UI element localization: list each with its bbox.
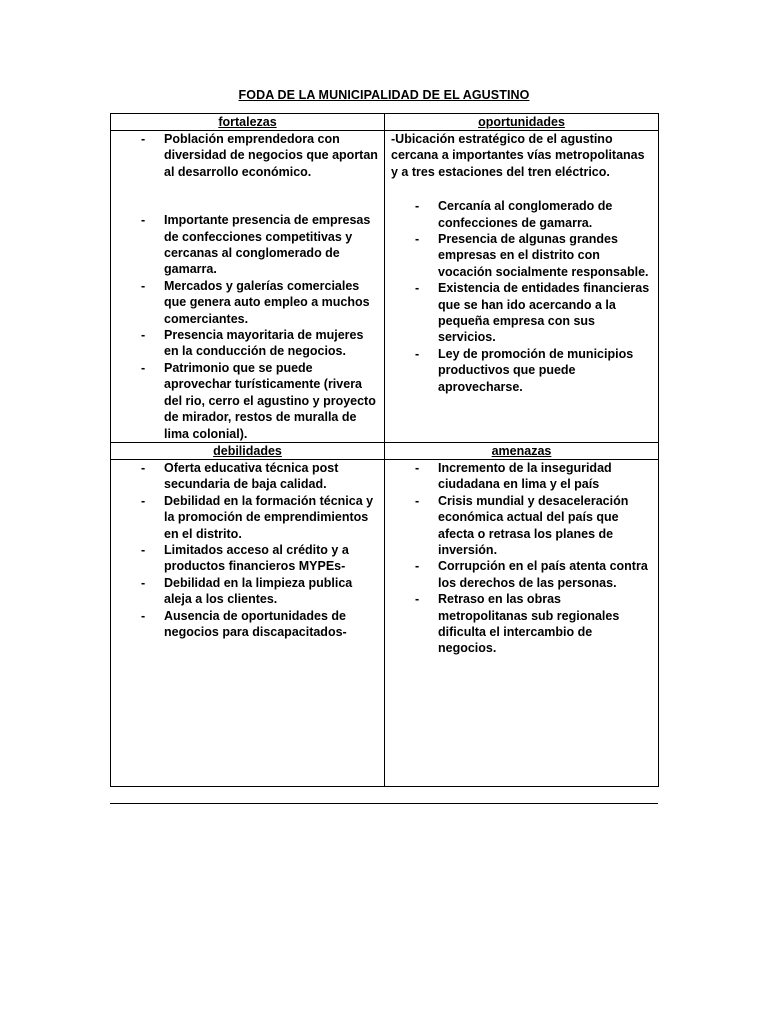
list-item: - Ley de promoción de municipios productivos que puede aprovecharse. (385, 346, 658, 395)
header-debilidades: debilidades (111, 442, 385, 459)
list-item: - Importante presencia de empresas de confecciones competitivas y cercanas al conglomerado de gamarra. (111, 212, 384, 278)
list-item: - Limitados acceso al crédito y a productos financieros MYPEs- (111, 542, 384, 575)
oportunidades-list (385, 198, 658, 395)
fortalezas-cell (111, 131, 385, 443)
list-item: - Cercanía al conglomerado de confecciones de gamarra. (385, 198, 658, 231)
list-item: - Ausencia de oportunidades de negocios para discapacitados- (111, 608, 384, 641)
header-row-top (111, 114, 659, 131)
list-item: - Presencia mayoritaria de mujeres en la conducción de negocios. (111, 327, 384, 360)
list-item: - Población emprendedora con diversidad de negocios que aportan al desarrollo económico. (111, 131, 384, 180)
header-row-bottom (111, 442, 659, 459)
debilidades-list (111, 460, 384, 640)
fortalezas-list (111, 131, 384, 442)
header-oportunidades: oportunidades (385, 114, 659, 131)
list-item: - Retraso en las obras metropolitanas sub regionales dificulta el intercambio de negocios. (385, 591, 658, 657)
oportunidades-intro: -Ubicación estratégico de el agustino cercana a importantes vías metropolitanas y a tres estaciones del tren eléctrico. (391, 132, 645, 179)
amenazas-cell (385, 459, 659, 786)
list-item: - Debilidad en la formación técnica y la promoción de emprendimientos en el distrito. (111, 493, 384, 542)
list-item: - Oferta educativa técnica post secundaria de baja calidad. (111, 460, 384, 493)
footer-divider (110, 803, 658, 804)
list-item: - Mercados y galerías comerciales que genera auto empleo a muchos comerciantes. (111, 278, 384, 327)
list-item: - Patrimonio que se puede aprovechar turísticamente (rivera del rio, cerro el agustino y proyecto de mirador, restos de muralla de lima colonial). (111, 360, 384, 442)
list-item: - Debilidad en la limpieza publica aleja a los clientes. (111, 575, 384, 608)
spacer (385, 180, 658, 198)
list-item: - Presencia de algunas grandes empresas en el distrito con vocación socialmente responsable. (385, 231, 658, 280)
list-item: - Crisis mundial y desaceleración económica actual del país que afecta o retrasa los planes de inversión. (385, 493, 658, 559)
oportunidades-cell (385, 131, 659, 443)
list-item: - Existencia de entidades financieras que se han ido acercando a la pequeña empresa con sus servicios. (385, 280, 658, 346)
header-fortalezas: fortalezas (111, 114, 385, 131)
list-item: - Incremento de la inseguridad ciudadana en lima y el país (385, 460, 658, 493)
page-title: FODA DE LA MUNICIPALIDAD DE EL AGUSTINO (238, 88, 530, 102)
content-row-bottom (111, 459, 659, 786)
amenazas-list (385, 460, 658, 657)
header-amenazas: amenazas (385, 442, 659, 459)
content-row-top (111, 131, 659, 443)
foda-table (110, 113, 659, 787)
debilidades-cell (111, 459, 385, 786)
list-item: - Corrupción en el país atenta contra los derechos de las personas. (385, 558, 658, 591)
